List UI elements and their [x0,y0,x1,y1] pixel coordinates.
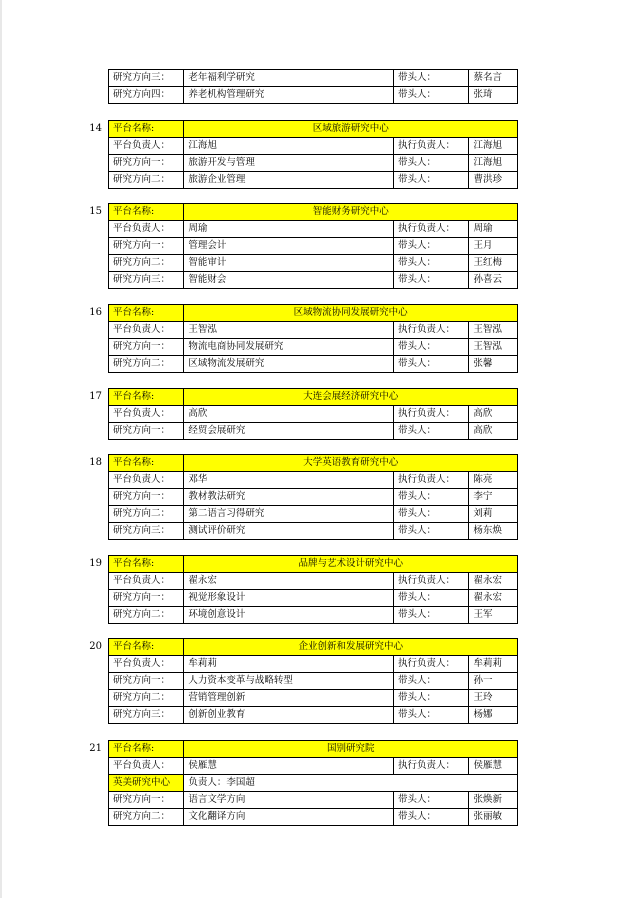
row-person: 蔡名言 [469,70,518,87]
row-label: 平台负责人： [109,573,184,590]
row-value: 旅游企业管理 [184,172,394,189]
row-label: 研究方向二： [109,255,184,272]
row-value: 老年福利学研究 [184,70,394,87]
row-label: 平台负责人： [109,322,184,339]
row-role: 带头人： [394,339,469,356]
row-value: 高欣 [184,406,394,423]
row-person: 翟永宏 [469,573,518,590]
table-row [109,172,518,189]
row-label: 研究方向一： [109,423,184,440]
table-row [109,155,518,172]
row-label: 平台负责人： [109,656,184,673]
table-row [109,489,518,506]
row-label: 平台负责人： [109,138,184,155]
platform-table [108,638,518,724]
row-value: 环境创意设计 [184,607,394,624]
row-value: 创新创业教育 [184,707,394,724]
row-label: 研究方向二： [109,607,184,624]
row-person: 张琦 [469,87,518,104]
table-row [109,607,518,624]
row-person: 孙一 [469,673,518,690]
table-row [109,423,518,440]
row-label: 平台负责人： [109,221,184,238]
row-role: 执行负责人： [394,221,469,238]
row-role: 带头人： [394,87,469,104]
platform-name-row [109,204,518,221]
table-row [109,87,518,104]
platform-name: 品牌与艺术设计研究中心 [184,556,518,573]
row-value: 旅游开发与管理 [184,155,394,172]
row-role: 带头人： [394,707,469,724]
row-value: 第二语言习得研究 [184,506,394,523]
platform-table [108,454,518,540]
row-person: 高欣 [469,406,518,423]
platform-table [108,304,518,373]
row-value: 语言文学方向 [184,792,394,809]
row-value: 视觉形象设计 [184,590,394,607]
platform-number: 20 [89,641,102,652]
table-row [109,138,518,155]
table-row [109,339,518,356]
row-role: 带头人： [394,423,469,440]
row-person: 牟莉莉 [469,656,518,673]
row-person: 侯雁慧 [469,758,518,775]
row-person: 张焕新 [469,792,518,809]
row-role: 带头人： [394,792,469,809]
row-role: 带头人： [394,690,469,707]
table-row [109,656,518,673]
table-row [109,792,518,809]
row-label: 研究方向一： [109,590,184,607]
row-role: 带头人： [394,489,469,506]
row-label: 研究方向三： [109,272,184,289]
platform-name-label: 平台名称: [109,389,184,406]
platform-name-label: 平台名称: [109,204,184,221]
row-label: 平台负责人： [109,472,184,489]
row-label: 研究方向一： [109,673,184,690]
row-value: 智能财会 [184,272,394,289]
platform-name-label: 平台名称: [109,741,184,758]
row-role: 带头人： [394,809,469,826]
row-role: 带头人： [394,590,469,607]
platform-table [108,69,518,104]
row-role: 带头人： [394,238,469,255]
table-row [109,523,518,540]
table-row [109,809,518,826]
row-label: 研究方向一： [109,489,184,506]
row-value: 牟莉莉 [184,656,394,673]
table-row [109,70,518,87]
row-label: 平台负责人： [109,406,184,423]
platform-name-row [109,455,518,472]
table-row [109,356,518,373]
row-person: 王军 [469,607,518,624]
row-label: 研究方向二： [109,506,184,523]
row-role: 带头人： [394,272,469,289]
row-person: 周瑜 [469,221,518,238]
platform-table [108,740,518,826]
row-value: 人力资本变革与战略转型 [184,673,394,690]
row-label: 研究方向四： [109,87,184,104]
table-row [109,690,518,707]
row-person: 翟永宏 [469,590,518,607]
row-label: 研究方向二： [109,690,184,707]
table-row [109,255,518,272]
row-value: 测试评价研究 [184,523,394,540]
row-person: 李宁 [469,489,518,506]
platform-name: 企业创新和发展研究中心 [184,639,518,656]
row-role: 执行负责人： [394,406,469,423]
platform-number: 16 [89,307,102,318]
platform-name: 智能财务研究中心 [184,204,518,221]
row-person: 陈亮 [469,472,518,489]
row-role: 执行负责人： [394,573,469,590]
platform-table [108,555,518,624]
row-label: 研究方向一： [109,238,184,255]
platform-name-label: 平台名称: [109,305,184,322]
platform-name: 大连会展经济研究中心 [184,389,518,406]
row-label: 研究方向二： [109,172,184,189]
table-row [109,775,518,792]
row-person: 张丽敏 [469,809,518,826]
row-person: 刘莉 [469,506,518,523]
table-row [109,590,518,607]
platform-name-row [109,121,518,138]
platform-number: 15 [89,206,102,217]
row-role: 执行负责人： [394,656,469,673]
platform-name-label: 平台名称: [109,556,184,573]
row-role: 带头人： [394,70,469,87]
row-person: 王智泓 [469,322,518,339]
table-row [109,406,518,423]
table-row [109,272,518,289]
row-value: 营销管理创新 [184,690,394,707]
row-role: 带头人： [394,255,469,272]
row-role: 带头人： [394,172,469,189]
table-row [109,573,518,590]
row-value: 周瑜 [184,221,394,238]
platform-name: 国别研究院 [184,741,518,758]
platform-table [108,120,518,189]
row-person: 杨娜 [469,707,518,724]
table-row [109,506,518,523]
row-role: 带头人： [394,356,469,373]
table-row [109,221,518,238]
platform-number: 18 [89,457,102,468]
row-value: 管理会计 [184,238,394,255]
row-role: 执行负责人： [394,472,469,489]
table-row [109,238,518,255]
row-label: 研究方向一： [109,155,184,172]
row-value: 区域物流发展研究 [184,356,394,373]
platform-number: 17 [89,391,102,402]
table-row [109,707,518,724]
row-role: 执行负责人： [394,138,469,155]
row-person: 孙喜云 [469,272,518,289]
sub-center-leader: 负责人：李国超 [184,775,518,792]
row-role: 带头人： [394,506,469,523]
row-value: 翟永宏 [184,573,394,590]
platform-name-row [109,639,518,656]
row-value: 江海旭 [184,138,394,155]
row-value: 养老机构管理研究 [184,87,394,104]
platform-table [108,388,518,440]
row-person: 王玲 [469,690,518,707]
row-label: 研究方向一： [109,792,184,809]
row-value: 邓华 [184,472,394,489]
row-value: 经贸会展研究 [184,423,394,440]
sub-center-name: 英美研究中心 [109,775,184,792]
platform-table [108,203,518,289]
platform-name-row [109,556,518,573]
row-label: 研究方向三： [109,523,184,540]
platform-name: 大学英语教育研究中心 [184,455,518,472]
row-role: 带头人： [394,523,469,540]
platform-name-label: 平台名称: [109,455,184,472]
row-person: 江海旭 [469,138,518,155]
row-person: 王月 [469,238,518,255]
row-person: 高欣 [469,423,518,440]
row-label: 研究方向二： [109,356,184,373]
row-label: 研究方向一： [109,339,184,356]
row-value: 物流电商协同发展研究 [184,339,394,356]
row-label: 研究方向三： [109,70,184,87]
platform-name-label: 平台名称: [109,639,184,656]
row-label: 平台负责人： [109,758,184,775]
row-person: 王红梅 [469,255,518,272]
platform-number: 14 [89,123,102,134]
platform-name: 区域旅游研究中心 [184,121,518,138]
platform-number: 19 [89,558,102,569]
platform-name-row [109,741,518,758]
row-person: 曹洪珍 [469,172,518,189]
table-row [109,472,518,489]
row-role: 带头人： [394,155,469,172]
row-value: 王智泓 [184,322,394,339]
row-role: 执行负责人： [394,758,469,775]
row-person: 杨东焕 [469,523,518,540]
table-row [109,758,518,775]
platform-name-row [109,389,518,406]
platform-name-row [109,305,518,322]
row-value: 智能审计 [184,255,394,272]
row-role: 带头人： [394,607,469,624]
row-person: 王智泓 [469,339,518,356]
table-row [109,673,518,690]
row-value: 文化翻译方向 [184,809,394,826]
row-label: 研究方向二： [109,809,184,826]
platform-number: 21 [89,743,102,754]
row-role: 执行负责人： [394,322,469,339]
row-value: 侯雁慧 [184,758,394,775]
row-value: 教材教法研究 [184,489,394,506]
table-row [109,322,518,339]
platform-name-label: 平台名称: [109,121,184,138]
row-person: 江海旭 [469,155,518,172]
platform-name: 区域物流协同发展研究中心 [184,305,518,322]
row-person: 张馨 [469,356,518,373]
row-role: 带头人： [394,673,469,690]
row-label: 研究方向三： [109,707,184,724]
